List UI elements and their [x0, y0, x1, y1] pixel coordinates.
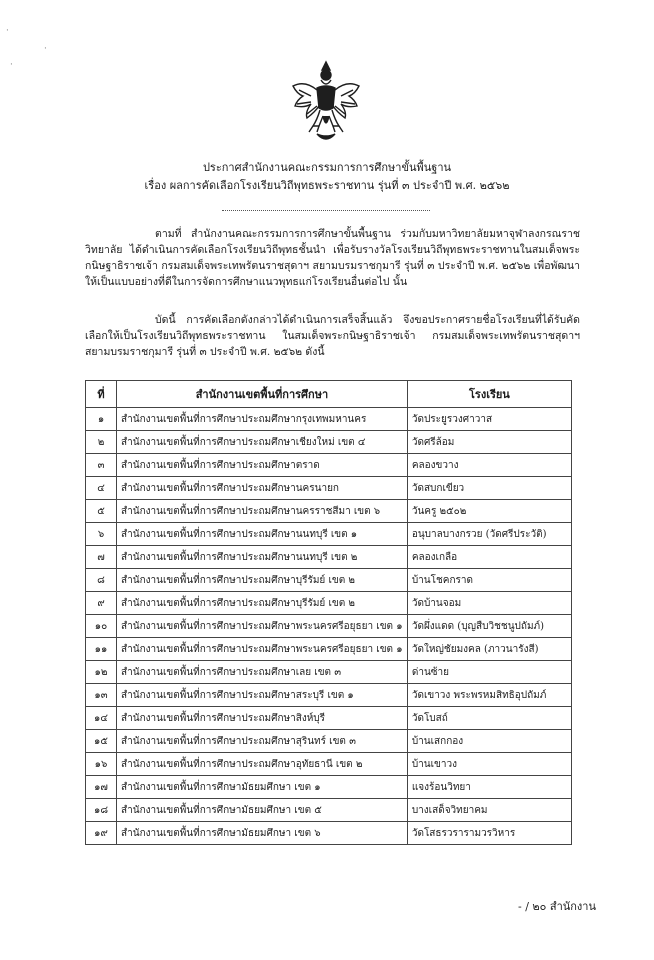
number-cell: ๑๔ [86, 707, 117, 730]
table-row [86, 822, 572, 845]
table-row [86, 753, 572, 776]
announcement-paragraph [85, 312, 580, 360]
number-cell: ๑๐ [86, 615, 117, 638]
school-cell: ด่านซ้าย [407, 661, 571, 684]
number-cell: ๑๗ [86, 776, 117, 799]
office-cell: สำนักงานเขตพื้นที่การศึกษามัธยมศึกษา เขต ๑ [117, 776, 408, 799]
header-divider [222, 210, 430, 211]
number-cell: ๑๒ [86, 661, 117, 684]
school-list-table [85, 380, 572, 845]
office-cell: สำนักงานเขตพื้นที่การศึกษาประถมศึกษาเลย เขต ๓ [117, 661, 408, 684]
table-row [86, 638, 572, 661]
garuda-emblem-icon [287, 60, 365, 146]
office-cell: สำนักงานเขตพื้นที่การศึกษาประถมศึกษาสิงห์บุรี [117, 707, 408, 730]
scan-mark: · [44, 44, 47, 54]
number-cell: ๕ [86, 500, 117, 523]
table-row [86, 408, 572, 431]
school-cell: วัดบ้านจอม [407, 592, 571, 615]
table-row [86, 615, 572, 638]
school-cell: บางเสด็จวิทยาคม [407, 799, 571, 822]
office-cell: สำนักงานเขตพื้นที่การศึกษาประถมศึกษาบุรีรัมย์ เขต ๒ [117, 592, 408, 615]
number-cell: ๑๑ [86, 638, 117, 661]
number-cell: ๒ [86, 431, 117, 454]
table-row [86, 477, 572, 500]
school-cell: แจงร้อนวิทยา [407, 776, 571, 799]
scan-mark: · [6, 26, 9, 36]
office-cell: สำนักงานเขตพื้นที่การศึกษาประถมศึกษานนทบุรี เขต ๑ [117, 523, 408, 546]
column-header-school: โรงเรียน [407, 381, 571, 408]
number-cell: ๑๓ [86, 684, 117, 707]
number-cell: ๑ [86, 408, 117, 431]
paragraph-text: ตามที่ สำนักงานคณะกรรมการการศึกษาขั้นพื้นฐาน ร่วมกับมหาวิทยาลัยมหาจุฬาลงกรณราชวิทยาลัย ได้ดำเนินการคัดเลือกโรงเรียนวิถีพุทธชั้นนำ เพื่อรับรางวัลโรงเรียนวิถีพุทธพระราชทานในสมเด็จพระกนิษฐาธิราชเจ้า กรมสมเด็จพระเทพรัตนราชสุดาฯ สยามบรมราชกุมารี รุ่นที่ ๓ ประจำปี พ.ศ. ๒๕๖๒ เพื่อพัฒนาให้เป็นแบบอย่างที่ดีในการจัดการศึกษาแนวพุทธแก่โรงเรียนอื่นต่อไป นั้น [85, 228, 580, 288]
table-row [86, 661, 572, 684]
number-cell: ๘ [86, 569, 117, 592]
office-cell: สำนักงานเขตพื้นที่การศึกษาประถมศึกษาสุรินทร์ เขต ๓ [117, 730, 408, 753]
number-cell: ๑๖ [86, 753, 117, 776]
table-row [86, 707, 572, 730]
table-row [86, 776, 572, 799]
school-cell: วัดสบกเขียว [407, 477, 571, 500]
school-cell: บ้านเขาวง [407, 753, 571, 776]
number-cell: ๙ [86, 592, 117, 615]
table-row [86, 592, 572, 615]
school-cell: วัดใหญ่ชัยมงคล (ภาวนารังสี) [407, 638, 571, 661]
school-cell: วัดเขาวง พระพรหมสิทธิอุปถัมภ์ [407, 684, 571, 707]
office-cell: สำนักงานเขตพื้นที่การศึกษาประถมศึกษาสระบุรี เขต ๑ [117, 684, 408, 707]
table-row [86, 569, 572, 592]
office-cell: สำนักงานเขตพื้นที่การศึกษาประถมศึกษาเชียงใหม่ เขต ๔ [117, 431, 408, 454]
announcement-subject-line: เรื่อง ผลการคัดเลือกโรงเรียนวิถีพุทธพระราชทาน รุ่นที่ ๓ ประจำปี พ.ศ. ๒๕๖๒ [144, 179, 510, 192]
office-cell: สำนักงานเขตพื้นที่การศึกษาประถมศึกษาบุรีรัมย์ เขต ๒ [117, 569, 408, 592]
office-cell: สำนักงานเขตพื้นที่การศึกษาประถมศึกษากรุงเทพมหานคร [117, 408, 408, 431]
scan-mark: · [10, 60, 13, 70]
office-cell: สำนักงานเขตพื้นที่การศึกษามัธยมศึกษา เขต ๖ [117, 822, 408, 845]
number-cell: ๔ [86, 477, 117, 500]
column-header-number: ที่ [86, 381, 117, 408]
intro-paragraph [85, 226, 580, 290]
school-cell: วัดโบสถ์ [407, 707, 571, 730]
announcement-agency-line: ประกาศสำนักงานคณะกรรมการการศึกษาขั้นพื้นฐาน [202, 161, 452, 174]
school-cell: วันครู ๒๕๐๒ [407, 500, 571, 523]
office-cell: สำนักงานเขตพื้นที่การศึกษาประถมศึกษาพระนครศรีอยุธยา เขต ๑ [117, 615, 408, 638]
school-cell: วัดโสธรวรารามวรวิหาร [407, 822, 571, 845]
number-cell: ๑๙ [86, 822, 117, 845]
table-row [86, 431, 572, 454]
table-row [86, 500, 572, 523]
table-header-row [86, 381, 572, 408]
paragraph-text: บัดนี้ การคัดเลือกดังกล่าวได้ดำเนินการเสร็จสิ้นแล้ว จึงขอประกาศรายชื่อโรงเรียนที่ได้รับคัดเลือกให้เป็นโรงเรียนวิถีพุทธพระราชทาน ในสมเด็จพระกนิษฐาธิราชเจ้า กรมสมเด็จพระเทพรัตนราชสุดาฯ สยามบรมราชกุมารี รุ่นที่ ๓ ประจำปี พ.ศ. ๒๕๖๒ ดังนี้ [85, 314, 580, 358]
school-cell: บ้านโชคกราด [407, 569, 571, 592]
school-cell: วัดผึ่งแดด (บุญสืบวิชชนูปถัมภ์) [407, 615, 571, 638]
office-cell: สำนักงานเขตพื้นที่การศึกษาประถมศึกษาอุทัยธานี เขต ๒ [117, 753, 408, 776]
school-cell: วัดศรีล้อม [407, 431, 571, 454]
table-row [86, 546, 572, 569]
school-cell: คลองขวาง [407, 454, 571, 477]
office-cell: สำนักงานเขตพื้นที่การศึกษาประถมศึกษานนทบุรี เขต ๒ [117, 546, 408, 569]
table-row [86, 799, 572, 822]
school-cell: อนุบาลบางกรวย (วัดศรีประวัติ) [407, 523, 571, 546]
office-cell: สำนักงานเขตพื้นที่การศึกษาประถมศึกษาตราด [117, 454, 408, 477]
number-cell: ๖ [86, 523, 117, 546]
table-row [86, 684, 572, 707]
page-continuation: - / ๒๐ สำนักงาน [517, 900, 596, 913]
column-header-office: สำนักงานเขตพื้นที่การศึกษา [117, 381, 408, 408]
school-cell: บ้านเสกกอง [407, 730, 571, 753]
office-cell: สำนักงานเขตพื้นที่การศึกษาประถมศึกษานครนายก [117, 477, 408, 500]
office-cell: สำนักงานเขตพื้นที่การศึกษาประถมศึกษาพระนครศรีอยุธยา เขต ๑ [117, 638, 408, 661]
office-cell: สำนักงานเขตพื้นที่การศึกษาประถมศึกษานครราชสีมา เขต ๖ [117, 500, 408, 523]
office-cell: สำนักงานเขตพื้นที่การศึกษามัธยมศึกษา เขต ๕ [117, 799, 408, 822]
school-cell: วัดประยูรวงศาวาส [407, 408, 571, 431]
table-row [86, 454, 572, 477]
number-cell: ๗ [86, 546, 117, 569]
number-cell: ๑๕ [86, 730, 117, 753]
school-cell: คลองเกลือ [407, 546, 571, 569]
table-row [86, 523, 572, 546]
number-cell: ๓ [86, 454, 117, 477]
number-cell: ๑๘ [86, 799, 117, 822]
table-row [86, 730, 572, 753]
